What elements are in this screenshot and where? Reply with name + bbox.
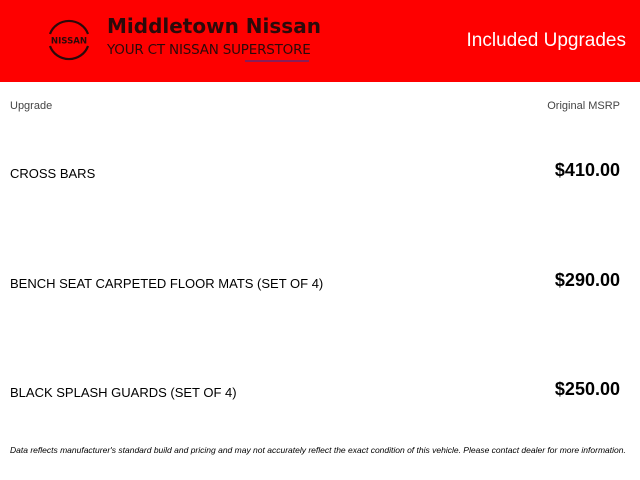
upgrade-name: CROSS BARS bbox=[10, 166, 96, 181]
tagline-underline bbox=[245, 60, 309, 62]
upgrade-name: BENCH SEAT CARPETED FLOOR MATS (SET OF 4) bbox=[10, 276, 324, 291]
upgrade-price: $410.00 bbox=[554, 160, 620, 180]
upgrade-name: BLACK SPLASH GUARDS (SET OF 4) bbox=[10, 385, 237, 400]
upgrade-price: $290.00 bbox=[554, 270, 620, 290]
header-banner bbox=[0, 0, 640, 82]
logo-text: NISSAN bbox=[50, 36, 88, 47]
disclaimer-text: Data reflects manufacturer's standard build and pricing and may not accurately reflect the exact condition of this vehicle. Please contact dealer for more information. bbox=[10, 445, 626, 455]
upgrade-row bbox=[0, 270, 640, 300]
nissan-logo-icon bbox=[44, 18, 94, 62]
upgrade-row bbox=[0, 160, 640, 190]
column-header-upgrade: Upgrade bbox=[10, 100, 53, 112]
dealer-tagline: YOUR CT NISSAN SUPERSTORE bbox=[107, 42, 311, 58]
upgrade-row bbox=[0, 379, 640, 409]
dealer-name[interactable]: Middletown Nissan bbox=[107, 14, 321, 38]
upgrade-price: $250.00 bbox=[554, 379, 620, 399]
column-header-msrp: Original MSRP bbox=[547, 100, 620, 112]
page-title: Included Upgrades bbox=[466, 30, 626, 51]
